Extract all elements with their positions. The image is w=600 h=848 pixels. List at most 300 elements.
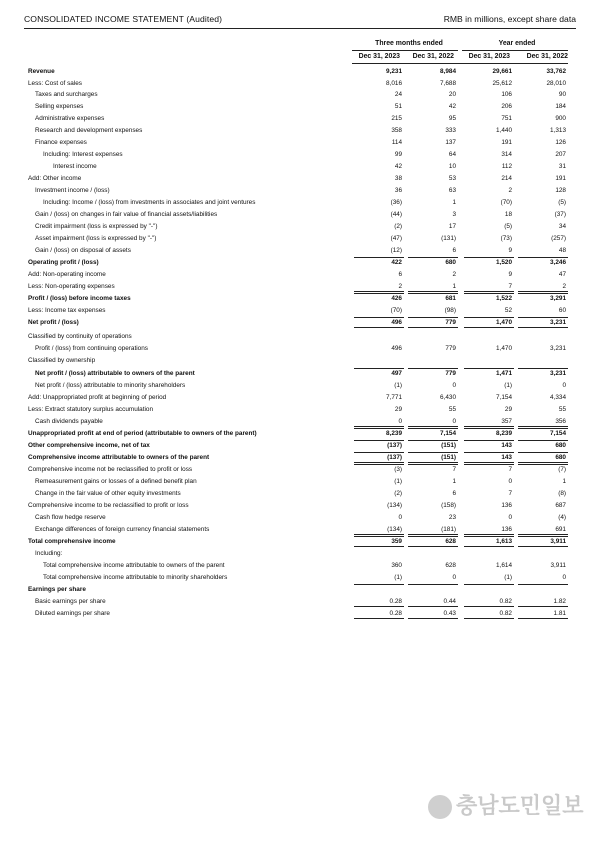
total-rule: [518, 606, 568, 607]
row-value: 680: [555, 442, 566, 449]
table-row: [28, 596, 568, 608]
row-value: 680: [445, 259, 456, 266]
total-rule: [518, 327, 568, 328]
row-value: 64: [448, 151, 456, 158]
total-rule: [354, 536, 404, 537]
row-value: (70): [390, 307, 402, 314]
table-row: [28, 293, 568, 305]
row-value: 29: [394, 406, 402, 413]
row-value: 90: [558, 91, 566, 98]
row-value: 25,612: [492, 80, 512, 87]
table-row: [28, 584, 568, 596]
row-value: 48: [558, 247, 566, 254]
row-value: 1: [452, 199, 456, 206]
table-row: [28, 269, 568, 281]
row-value: 9: [508, 271, 512, 278]
row-value: (37): [554, 211, 566, 218]
row-value: 357: [501, 418, 512, 425]
row-value: 53: [448, 175, 456, 182]
table-row: [28, 536, 568, 548]
table-row: [28, 524, 568, 536]
total-rule: [354, 464, 404, 465]
statement-header: [24, 12, 576, 29]
total-rule: [464, 464, 514, 465]
row-value: 3,911: [550, 562, 566, 569]
column-header: Dec 31, 2023: [468, 53, 510, 60]
watermark-text: 충남도민일보: [456, 793, 584, 818]
row-value: 1: [452, 478, 456, 485]
row-value: 207: [555, 151, 566, 158]
row-value: (2): [394, 223, 402, 230]
total-rule: [518, 536, 568, 537]
table-row: [28, 343, 568, 355]
row-value: (3): [394, 466, 402, 473]
row-value: 2: [508, 187, 512, 194]
total-rule: [408, 426, 458, 427]
total-rule: [354, 546, 404, 547]
row-value: (70): [500, 199, 512, 206]
table-row: [28, 440, 568, 452]
table-row: [28, 161, 568, 173]
row-label: Total comprehensive income attributable to owners of the parent: [43, 562, 225, 569]
total-rule: [464, 536, 514, 537]
table-row: [28, 149, 568, 161]
row-value: 60: [558, 307, 566, 314]
total-rule: [408, 546, 458, 547]
row-value: 1,614: [496, 562, 512, 569]
table-row: [28, 404, 568, 416]
row-label: Finance expenses: [35, 139, 87, 146]
total-rule: [518, 464, 568, 465]
row-value: (4): [558, 514, 566, 521]
row-value: (137): [387, 442, 402, 449]
total-rule: [354, 584, 404, 585]
row-label: Profit / (loss) from continuing operations: [35, 345, 148, 352]
row-value: (151): [441, 454, 456, 461]
total-rule: [518, 291, 568, 292]
row-value: 2: [562, 283, 566, 290]
table-row: [28, 500, 568, 512]
total-rule: [408, 618, 458, 619]
row-label: Diluted earnings per share: [35, 610, 110, 617]
row-value: 114: [391, 139, 402, 146]
total-rule: [518, 618, 568, 619]
row-value: (257): [551, 235, 566, 242]
row-value: 0: [398, 514, 402, 521]
row-value: 23: [448, 514, 456, 521]
row-value: 29,661: [492, 68, 512, 75]
total-rule: [354, 440, 404, 441]
row-value: 359: [391, 538, 402, 545]
total-rule: [518, 584, 568, 585]
row-label: Administrative expenses: [35, 115, 105, 122]
row-value: 3,231: [550, 319, 566, 326]
total-rule: [408, 327, 458, 328]
row-value: 7,154: [440, 430, 456, 437]
table-row: [28, 548, 568, 560]
row-value: 681: [445, 295, 456, 302]
row-value: (36): [390, 199, 402, 206]
total-rule: [464, 440, 514, 441]
total-rule: [354, 327, 404, 328]
row-value: 1,613: [496, 538, 512, 545]
row-value: 215: [391, 115, 402, 122]
row-value: 9,231: [386, 68, 402, 75]
row-label: Including: Income / (loss) from investments in associates and joint ventures: [43, 199, 256, 206]
row-value: 0.43: [443, 610, 456, 617]
row-value: 55: [448, 406, 456, 413]
row-value: 356: [555, 418, 566, 425]
newspaper-watermark: [428, 790, 588, 822]
row-value: 0: [562, 574, 566, 581]
row-value: 214: [501, 175, 512, 182]
total-rule: [518, 317, 568, 318]
row-value: 6,430: [440, 394, 456, 401]
row-label: Research and development expenses: [35, 127, 143, 134]
row-value: 7,771: [386, 394, 402, 401]
total-rule: [464, 317, 514, 318]
row-value: 10: [448, 163, 456, 170]
total-rule: [518, 428, 568, 429]
group-rule-three-months: [352, 50, 458, 51]
row-label: Gain / (loss) on changes in fair value of financial assets/liabilities: [35, 211, 218, 218]
row-value: 2: [452, 271, 456, 278]
total-rule: [354, 452, 404, 453]
row-value: 691: [555, 526, 566, 533]
total-rule: [518, 452, 568, 453]
total-rule: [408, 291, 458, 292]
row-value: 1,313: [550, 127, 566, 134]
row-label: Basic earnings per share: [35, 598, 106, 605]
row-value: (137): [387, 454, 402, 461]
total-rule: [464, 618, 514, 619]
row-value: 6: [398, 271, 402, 278]
table-row: [28, 368, 568, 380]
row-value: 7: [508, 466, 512, 473]
total-rule: [408, 257, 458, 258]
row-value: (181): [441, 526, 456, 533]
row-value: 333: [445, 127, 456, 134]
row-value: 128: [555, 187, 566, 194]
total-rule: [354, 428, 404, 429]
row-value: 751: [501, 115, 512, 122]
row-label: Unappropriated profit at end of period (attributable to owners of the parent): [28, 430, 257, 437]
total-rule: [518, 293, 568, 294]
total-rule: [408, 462, 458, 463]
row-value: 143: [501, 454, 512, 461]
row-label: Classified by continuity of operations: [28, 333, 132, 340]
table-row: [28, 137, 568, 149]
row-label: Net profit / (loss) attributable to minority shareholders: [35, 382, 186, 389]
column-header: Dec 31, 2022: [412, 53, 454, 60]
total-rule: [408, 440, 458, 441]
row-label: Less: Cost of sales: [28, 80, 82, 87]
row-value: 497: [391, 370, 402, 377]
row-value: 184: [555, 103, 566, 110]
row-value: (44): [390, 211, 402, 218]
row-value: 42: [394, 163, 402, 170]
row-label: Comprehensive income not be reclassified to profit or loss: [28, 466, 193, 473]
row-value: 8,016: [386, 80, 402, 87]
total-rule: [464, 428, 514, 429]
row-value: 1.82: [553, 598, 566, 605]
row-value: (73): [500, 235, 512, 242]
row-value: 628: [445, 562, 456, 569]
total-rule: [408, 534, 458, 535]
row-value: 31: [558, 163, 566, 170]
total-rule: [408, 428, 458, 429]
row-label: Profit / (loss) before income taxes: [28, 295, 131, 302]
table-row: [28, 355, 568, 367]
watermark-logo-icon: [428, 795, 452, 819]
table-row: [28, 113, 568, 125]
table-row: [28, 245, 568, 257]
total-rule: [408, 317, 458, 318]
row-label: Revenue: [28, 68, 55, 75]
row-label: Asset impairment (loss is expressed by "-"): [35, 235, 157, 242]
table-row: [28, 173, 568, 185]
group-rule-year-ended: [462, 50, 568, 51]
row-value: (1): [394, 574, 402, 581]
row-label: Exchange differences of foreign currency financial statements: [35, 526, 210, 533]
row-label: Credit impairment (loss is expressed by "-"): [35, 223, 158, 230]
table-row: [28, 512, 568, 524]
row-label: Less: Extract statutory surplus accumulation: [28, 406, 154, 413]
row-value: 8,239: [496, 430, 512, 437]
total-rule: [354, 317, 404, 318]
total-rule: [518, 534, 568, 535]
row-value: 34: [558, 223, 566, 230]
total-rule: [354, 462, 404, 463]
total-rule: [408, 368, 458, 369]
row-value: 0.28: [389, 610, 402, 617]
row-label: Investment income / (loss): [35, 187, 110, 194]
table-row: [28, 257, 568, 269]
total-rule: [518, 546, 568, 547]
total-rule: [464, 327, 514, 328]
row-value: 206: [501, 103, 512, 110]
row-value: 106: [501, 91, 512, 98]
table-row: [28, 560, 568, 572]
row-label: Earnings per share: [28, 586, 86, 593]
row-value: (2): [394, 490, 402, 497]
row-value: 3,291: [550, 295, 566, 302]
total-rule: [464, 452, 514, 453]
table-row: [28, 392, 568, 404]
statement-title: CONSOLIDATED INCOME STATEMENT (Audited): [24, 14, 223, 24]
column-header: Dec 31, 2022: [526, 53, 568, 60]
row-label: Including:: [35, 550, 63, 557]
row-value: 0: [452, 382, 456, 389]
column-header: Dec 31, 2023: [358, 53, 400, 60]
row-value: 6: [452, 490, 456, 497]
row-value: 29: [504, 406, 512, 413]
row-value: 136: [501, 502, 512, 509]
row-value: 0.82: [499, 598, 512, 605]
row-value: 7: [452, 466, 456, 473]
row-value: (158): [441, 502, 456, 509]
row-value: (5): [504, 223, 512, 230]
row-label: Cash dividends payable: [35, 418, 103, 425]
row-value: 3,231: [550, 370, 566, 377]
row-value: 3,911: [550, 538, 566, 545]
row-value: 1,470: [496, 319, 512, 326]
row-value: (5): [558, 199, 566, 206]
row-value: 136: [501, 526, 512, 533]
total-rule: [408, 536, 458, 537]
row-value: 779: [445, 345, 456, 352]
row-value: 191: [555, 175, 566, 182]
row-label: Add: Non-operating income: [28, 271, 106, 278]
row-value: 1.81: [553, 610, 566, 617]
total-rule: [408, 464, 458, 465]
row-value: 95: [448, 115, 456, 122]
total-rule: [464, 257, 514, 258]
row-value: 20: [448, 91, 456, 98]
row-value: (1): [394, 382, 402, 389]
row-label: Add: Other income: [28, 175, 82, 182]
total-rule: [408, 606, 458, 607]
group-header-three-months: Three months ended: [375, 40, 443, 47]
total-rule: [518, 257, 568, 258]
row-value: 779: [445, 319, 456, 326]
total-rule: [354, 257, 404, 258]
row-label: Other comprehensive income, net of tax: [28, 442, 150, 449]
row-value: 0.44: [443, 598, 456, 605]
row-value: 52: [504, 307, 512, 314]
total-rule: [464, 606, 514, 607]
table-row: [28, 281, 568, 293]
total-rule: [354, 368, 404, 369]
total-rule: [408, 584, 458, 585]
row-value: (12): [390, 247, 402, 254]
table-row: [28, 89, 568, 101]
row-value: 779: [445, 370, 456, 377]
row-value: 7,154: [496, 394, 512, 401]
row-value: 0: [398, 418, 402, 425]
table-row: [28, 464, 568, 476]
row-value: 0.28: [389, 598, 402, 605]
table-row: [28, 317, 568, 329]
units-note: RMB in millions, except share data: [443, 14, 576, 24]
row-label: Total comprehensive income attributable to minority shareholders: [43, 574, 228, 581]
table-row: [28, 209, 568, 221]
row-value: 7,688: [440, 80, 456, 87]
row-value: 2: [398, 283, 402, 290]
table-row: [28, 488, 568, 500]
row-value: (151): [441, 442, 456, 449]
row-value: 314: [501, 151, 512, 158]
row-value: 33,762: [546, 68, 566, 75]
row-value: 1,522: [496, 295, 512, 302]
row-value: 137: [445, 139, 456, 146]
total-rule: [464, 462, 514, 463]
row-value: 687: [555, 502, 566, 509]
row-label: Including: Interest expenses: [43, 151, 123, 158]
total-rule: [518, 440, 568, 441]
row-value: 36: [394, 187, 402, 194]
row-value: 63: [448, 187, 456, 194]
total-rule: [518, 462, 568, 463]
row-value: 422: [391, 259, 402, 266]
row-value: 360: [391, 562, 402, 569]
row-label: Cash flow hedge reserve: [35, 514, 106, 521]
row-value: 426: [391, 295, 402, 302]
row-value: 42: [448, 103, 456, 110]
row-value: 900: [555, 115, 566, 122]
total-rule: [464, 546, 514, 547]
row-label: Remeasurement gains or losses of a defined benefit plan: [35, 478, 197, 485]
row-value: 3: [452, 211, 456, 218]
row-label: Operating profit / (loss): [28, 259, 99, 266]
table-row: [28, 125, 568, 137]
row-label: Add: Unappropriated profit at beginning of period: [28, 394, 167, 401]
row-label: Less: Income tax expenses: [28, 307, 106, 314]
table-row: [28, 305, 568, 317]
row-value: 680: [555, 454, 566, 461]
row-label: Selling expenses: [35, 103, 84, 110]
row-value: 628: [445, 538, 456, 545]
total-rule: [408, 293, 458, 294]
table-row: [28, 608, 568, 620]
row-label: Less: Non-operating expenses: [28, 283, 115, 290]
row-label: Change in the fair value of other equity investments: [35, 490, 181, 497]
table-row: [28, 197, 568, 209]
row-label: Interest income: [53, 163, 97, 170]
row-value: 143: [501, 442, 512, 449]
total-rule: [354, 534, 404, 535]
row-value: 51: [394, 103, 402, 110]
row-value: 1,520: [496, 259, 512, 266]
row-value: 0: [452, 418, 456, 425]
row-value: 3,246: [550, 259, 566, 266]
row-label: Net profit / (loss): [28, 319, 79, 326]
row-value: 28,010: [546, 80, 566, 87]
row-value: 55: [558, 406, 566, 413]
total-rule: [464, 534, 514, 535]
row-label: Total comprehensive income: [28, 538, 116, 545]
row-value: 38: [394, 175, 402, 182]
row-value: 47: [558, 271, 566, 278]
row-value: (1): [504, 574, 512, 581]
total-rule: [464, 293, 514, 294]
row-value: 8,239: [386, 430, 402, 437]
row-label: Net profit / (loss) attributable to owners of the parent: [35, 370, 195, 377]
row-value: 191: [501, 139, 512, 146]
row-value: 0: [452, 574, 456, 581]
table-row: [28, 66, 568, 78]
column-header-rule: [352, 63, 568, 64]
row-value: 496: [391, 319, 402, 326]
row-label: Comprehensive income attributable to owners of the parent: [28, 454, 210, 461]
row-value: 24: [394, 91, 402, 98]
total-rule: [464, 584, 514, 585]
total-rule: [354, 291, 404, 292]
total-rule: [354, 426, 404, 427]
table-row: [28, 185, 568, 197]
table-row: [28, 428, 568, 440]
row-value: 1,440: [496, 127, 512, 134]
row-value: 0: [508, 478, 512, 485]
row-value: 7: [508, 283, 512, 290]
row-label: Classified by ownership: [28, 357, 96, 364]
row-value: 0.82: [499, 610, 512, 617]
row-value: (1): [504, 382, 512, 389]
row-value: (1): [394, 478, 402, 485]
table-row: [28, 476, 568, 488]
row-value: (131): [441, 235, 456, 242]
table-row: [28, 331, 568, 343]
